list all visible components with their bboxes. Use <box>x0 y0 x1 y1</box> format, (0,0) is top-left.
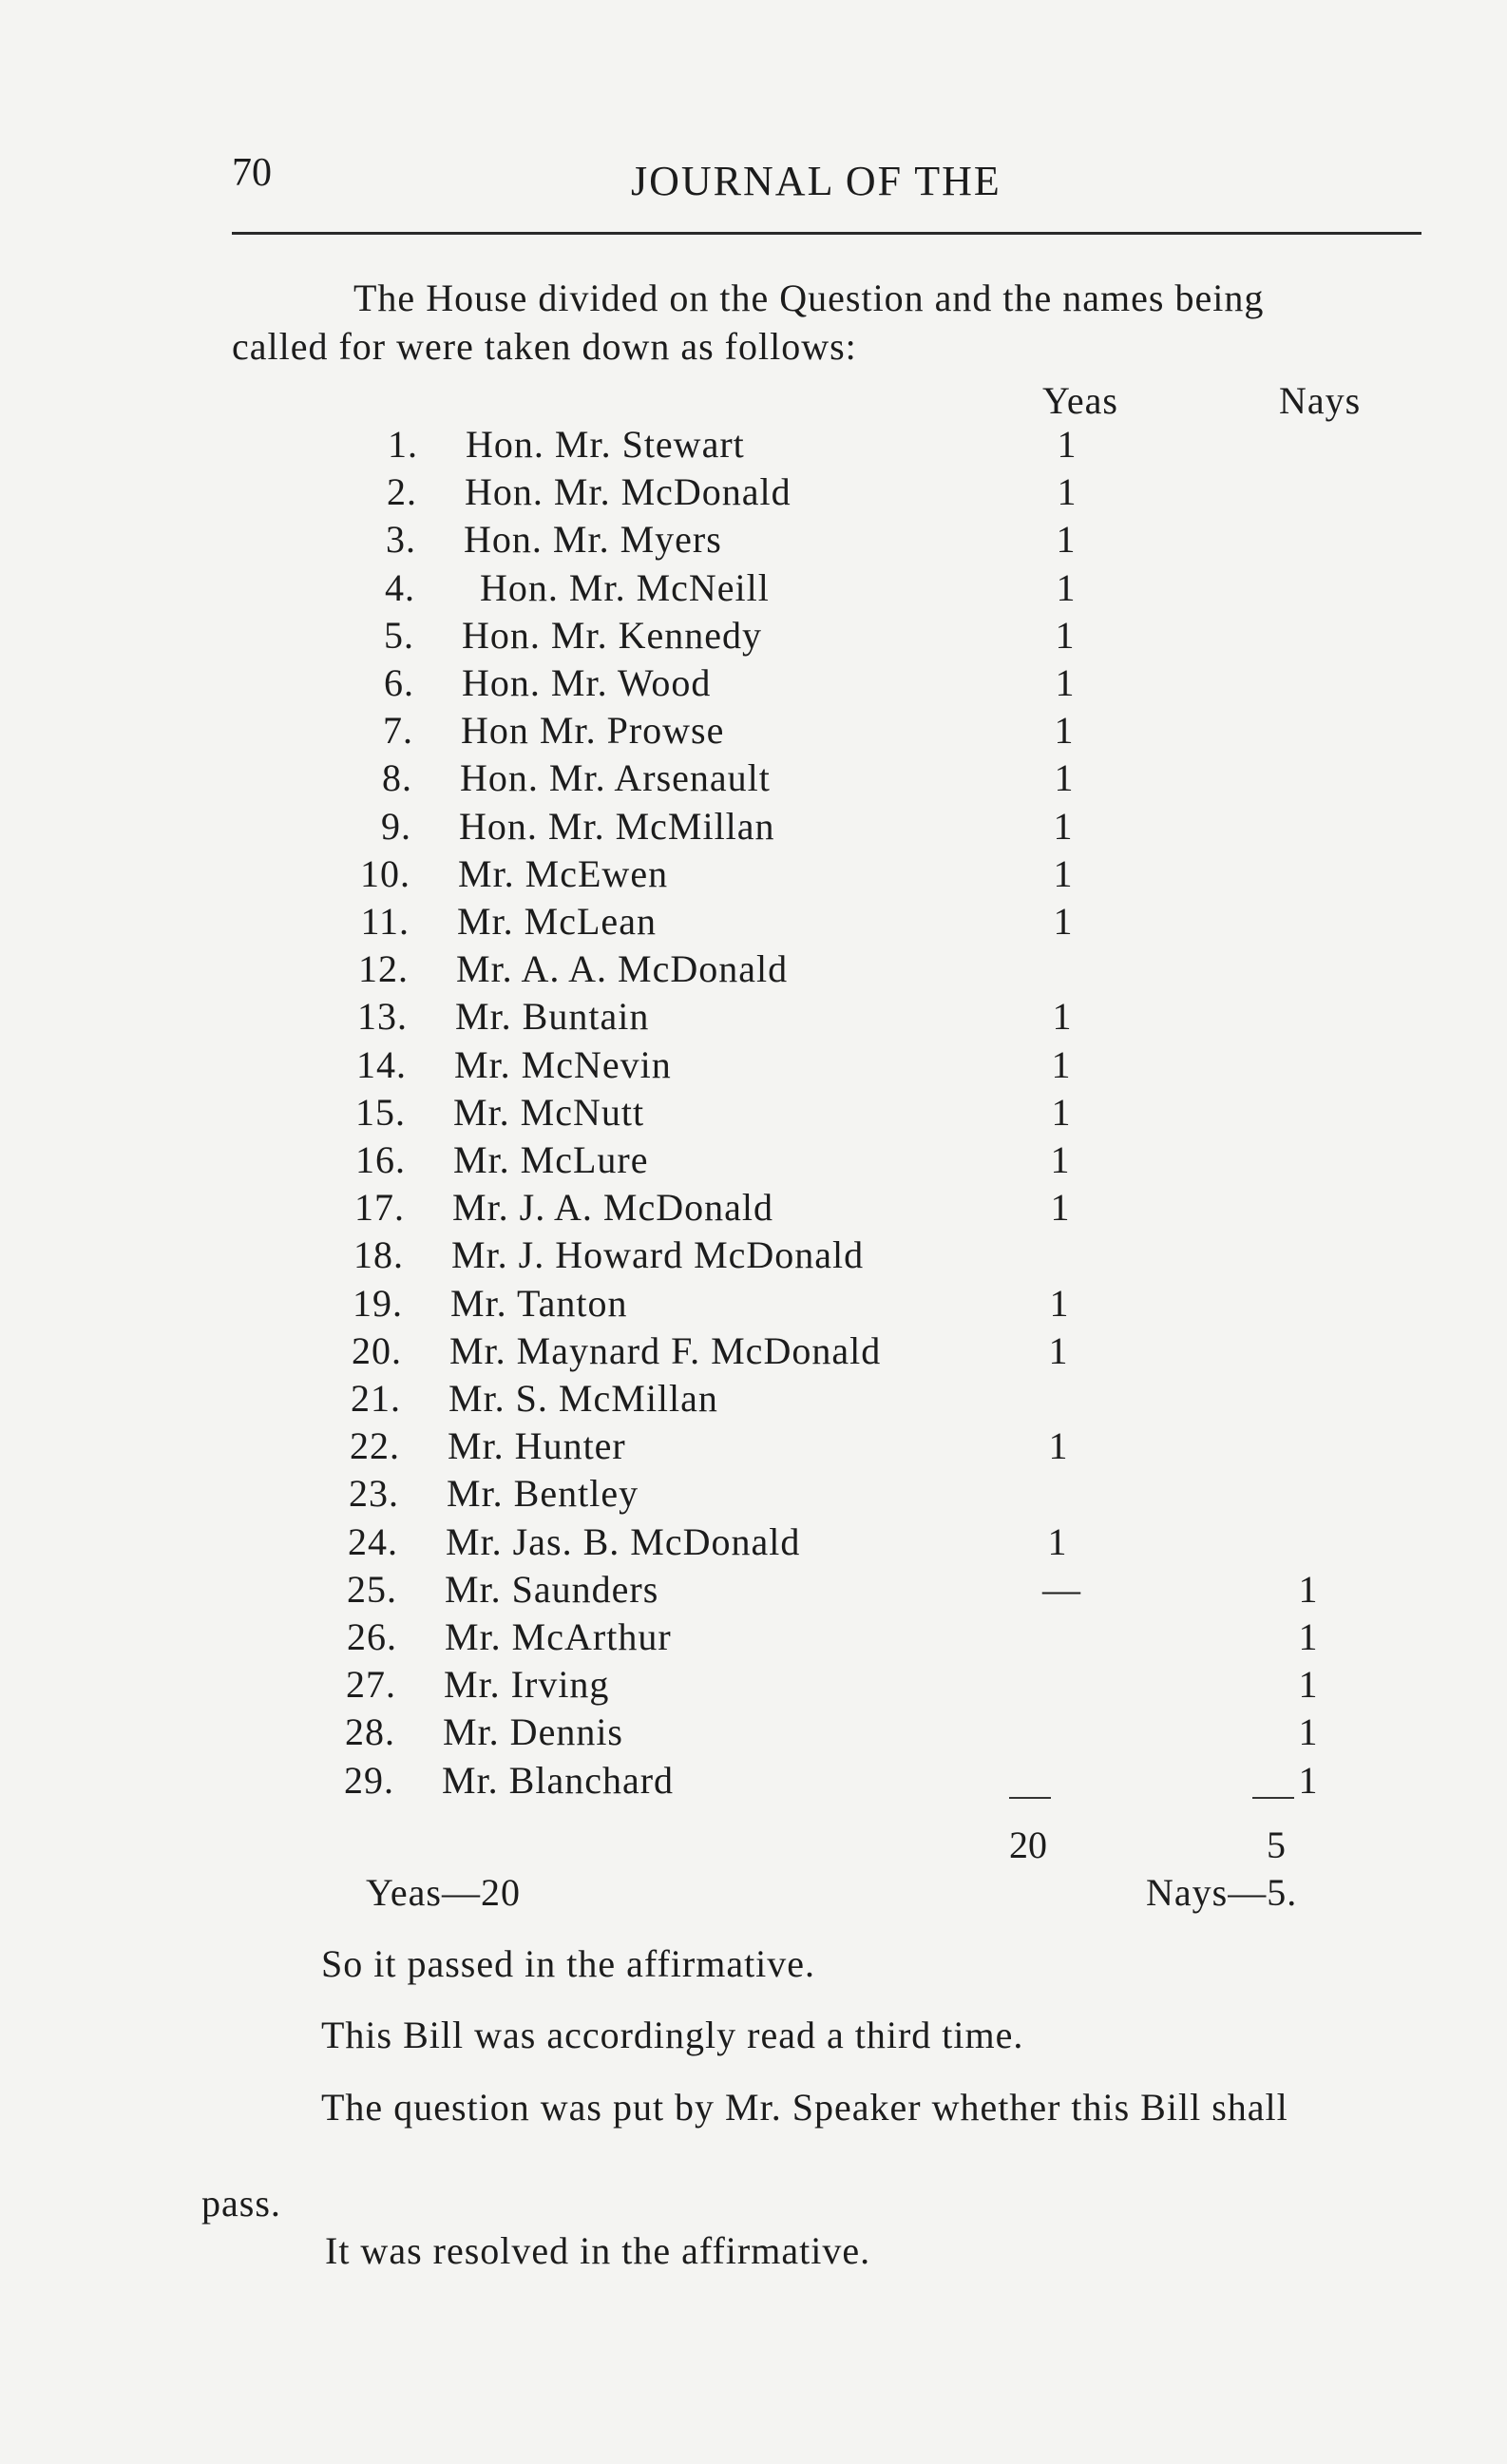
member-name: Mr. Jas. B. McDonald <box>446 1520 801 1563</box>
vote-row <box>0 1710 1507 1757</box>
member-name: Mr. McNutt <box>453 1091 645 1134</box>
vote-number: 17. <box>354 1186 405 1229</box>
member-name: Mr. Maynard F. McDonald <box>449 1329 882 1372</box>
vote-row <box>0 1567 1507 1614</box>
yea-mark: 1 <box>1050 1138 1071 1181</box>
vote-number: 20. <box>352 1329 402 1372</box>
member-name: Mr. McArthur <box>445 1615 672 1658</box>
vote-number: 16. <box>355 1138 406 1181</box>
yea-mark: 1 <box>1056 566 1077 609</box>
member-name: Mr. J. A. McDonald <box>452 1186 773 1229</box>
vote-number: 23. <box>349 1472 399 1515</box>
vote-number: 22. <box>350 1424 400 1467</box>
vote-number: 11. <box>360 900 410 943</box>
intro-line-1: The House divided on the Question and the names being <box>353 277 1265 319</box>
header-rule <box>232 232 1421 235</box>
nays-total-rule <box>1252 1797 1294 1799</box>
member-name: Hon Mr. Prowse <box>461 709 725 752</box>
vote-row <box>0 851 1507 899</box>
vote-number: 10. <box>360 852 410 895</box>
vote-number: 2. <box>387 470 417 513</box>
member-name: Mr. McNevin <box>454 1043 672 1086</box>
vote-row <box>0 1471 1507 1519</box>
vote-row <box>0 565 1507 613</box>
vote-row <box>0 1185 1507 1232</box>
vote-number: 7. <box>383 709 413 752</box>
yea-mark: — <box>1042 1568 1081 1611</box>
nay-mark: 1 <box>1298 1710 1319 1753</box>
column-header-yeas: Yeas <box>1042 379 1118 422</box>
vote-row <box>0 899 1507 946</box>
paragraph-resolved: It was resolved in the affirmative. <box>325 2229 871 2272</box>
vote-row <box>0 755 1507 803</box>
yea-mark: 1 <box>1057 423 1078 466</box>
yea-mark: 1 <box>1053 805 1074 848</box>
yea-mark: 1 <box>1047 1520 1068 1563</box>
vote-number: 8. <box>382 756 412 799</box>
vote-number: 3. <box>386 518 416 561</box>
vote-number: 15. <box>355 1091 406 1134</box>
paragraph-question: The question was put by Mr. Speaker whether this Bill shall <box>321 2086 1288 2129</box>
vote-row <box>0 1232 1507 1280</box>
member-name: Mr. Saunders <box>445 1568 659 1611</box>
vote-row <box>0 1519 1507 1567</box>
vote-number: 18. <box>353 1233 404 1276</box>
yea-mark: 1 <box>1053 900 1074 943</box>
yea-mark: 1 <box>1053 852 1074 895</box>
member-name: Mr. McLean <box>457 900 657 943</box>
vote-number: 28. <box>345 1710 395 1753</box>
member-name: Mr. Buntain <box>455 995 650 1038</box>
vote-number: 29. <box>344 1759 394 1802</box>
member-name: Mr. McLure <box>453 1138 649 1181</box>
vote-row <box>0 1281 1507 1328</box>
vote-row <box>0 1376 1507 1423</box>
vote-number: 1. <box>388 423 418 466</box>
running-title: JOURNAL OF THE <box>631 158 1001 204</box>
yea-mark: 1 <box>1055 661 1076 704</box>
vote-number: 12. <box>358 947 409 990</box>
paragraph-third-reading: This Bill was accordingly read a third time. <box>321 2014 1024 2056</box>
vote-number: 21. <box>351 1377 401 1420</box>
member-name: Hon. Mr. Kennedy <box>462 614 762 657</box>
vote-number: 6. <box>384 661 414 704</box>
vote-row <box>0 613 1507 660</box>
vote-row <box>0 1042 1507 1090</box>
vote-row <box>0 708 1507 755</box>
vote-row <box>0 469 1507 517</box>
yeas-total: 20 <box>1009 1824 1047 1866</box>
vote-row <box>0 946 1507 994</box>
member-name: Mr. A. A. McDonald <box>456 947 789 990</box>
vote-number: 25. <box>347 1568 397 1611</box>
nay-mark: 1 <box>1298 1615 1319 1658</box>
nays-total: 5 <box>1267 1824 1286 1866</box>
yea-mark: 1 <box>1048 1329 1069 1372</box>
member-name: Hon. Mr. McMillan <box>459 805 775 848</box>
vote-number: 13. <box>357 995 408 1038</box>
vote-row <box>0 1090 1507 1137</box>
vote-number: 4. <box>385 566 415 609</box>
vote-number: 5. <box>384 614 414 657</box>
page-number: 70 <box>232 151 272 195</box>
member-name: Hon. Mr. Wood <box>462 661 712 704</box>
intro-line-2: called for were taken down as follows: <box>232 325 857 368</box>
vote-row <box>0 804 1507 851</box>
member-name: Mr. Hunter <box>448 1424 626 1467</box>
vote-row <box>0 517 1507 564</box>
member-name: Hon. Mr. Stewart <box>466 423 745 466</box>
member-name: Mr. Tanton <box>450 1282 628 1325</box>
vote-row <box>0 422 1507 469</box>
paragraph-passed: So it passed in the affirmative. <box>321 1942 816 1985</box>
yeas-total-rule <box>1009 1797 1051 1799</box>
member-name: Mr. Dennis <box>443 1710 623 1753</box>
yea-mark: 1 <box>1050 1186 1071 1229</box>
yea-mark: 1 <box>1054 709 1075 752</box>
vote-number: 26. <box>347 1615 397 1658</box>
member-name: Mr. Bentley <box>447 1472 639 1515</box>
vote-number: 19. <box>353 1282 403 1325</box>
vote-row <box>0 660 1507 708</box>
member-name: Hon. Mr. McDonald <box>465 470 792 513</box>
member-name: Hon. Mr. Myers <box>464 518 722 561</box>
yea-mark: 1 <box>1056 518 1077 561</box>
nay-mark: 1 <box>1298 1759 1319 1802</box>
member-name: Mr. Irving <box>444 1663 610 1706</box>
member-name: Mr. Blanchard <box>442 1759 675 1802</box>
yea-mark: 1 <box>1049 1282 1070 1325</box>
vote-row <box>0 1137 1507 1185</box>
vote-number: 27. <box>346 1663 396 1706</box>
vote-number: 24. <box>348 1520 398 1563</box>
yeas-summary: Yeas—20 <box>366 1871 521 1914</box>
yea-mark: 1 <box>1054 756 1075 799</box>
member-name: Hon. Mr. Arsenault <box>460 756 771 799</box>
vote-number: 14. <box>356 1043 407 1086</box>
nay-mark: 1 <box>1298 1663 1319 1706</box>
yea-mark: 1 <box>1057 470 1078 513</box>
member-name: Mr. J. Howard McDonald <box>451 1233 865 1276</box>
member-name: Hon. Mr. McNeill <box>480 566 770 609</box>
yea-mark: 1 <box>1051 1043 1072 1086</box>
nay-mark: 1 <box>1298 1568 1319 1611</box>
vote-row <box>0 1423 1507 1471</box>
yea-mark: 1 <box>1052 995 1073 1038</box>
yea-mark: 1 <box>1055 614 1076 657</box>
vote-number: 9. <box>381 805 411 848</box>
paragraph-question-end: pass. <box>201 2182 281 2225</box>
member-name: Mr. McEwen <box>458 852 669 895</box>
yea-mark: 1 <box>1048 1424 1069 1467</box>
vote-row <box>0 1328 1507 1376</box>
nays-summary: Nays—5. <box>1146 1871 1298 1914</box>
vote-row <box>0 1614 1507 1662</box>
column-header-nays: Nays <box>1279 379 1362 422</box>
yea-mark: 1 <box>1051 1091 1072 1134</box>
vote-row <box>0 994 1507 1041</box>
member-name: Mr. S. McMillan <box>448 1377 718 1420</box>
vote-row <box>0 1662 1507 1710</box>
